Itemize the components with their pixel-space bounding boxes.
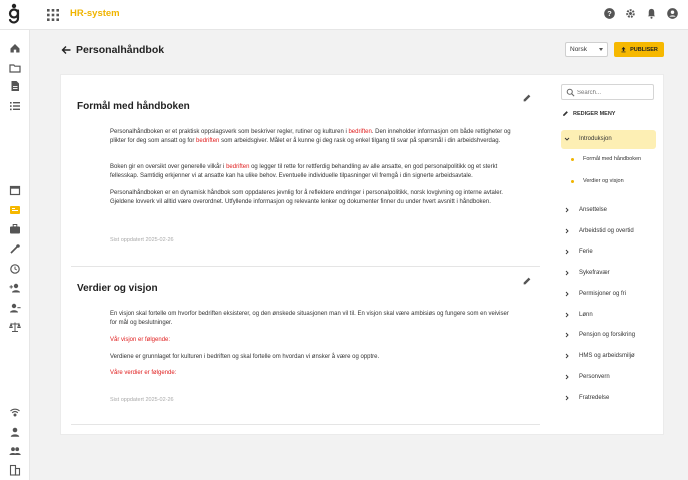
section-paragraph (110, 128, 516, 145)
nav-item[interactable] (561, 326, 656, 345)
search-icon (566, 88, 575, 97)
paragraph-text: som arbeidsgiver. Målet er å kunne gi deg rask og enkel tilgang til svar på spørsmål i din arbeidshverdag. (219, 137, 501, 144)
nav-item-label: Ansettelse (579, 207, 608, 213)
account-icon[interactable] (667, 8, 678, 19)
highlight-text: bedriften (196, 137, 220, 144)
person-remove-icon[interactable] (9, 302, 21, 314)
paragraph-text: og legger til rette for rettferdig behandling av alle ansatte, en god personalpolitikk og et sterkt fellesskap. Samtidig erkjenner vi at ansatte kan ha ulike behov. Eventuelle individuelle tilpasninger vil fremgå i din signerte arbeidsavtale. (110, 164, 498, 179)
help-icon[interactable] (604, 8, 615, 19)
top-bar (0, 0, 688, 30)
svg-text:?: ? (607, 9, 612, 19)
chevron-right-icon (564, 312, 570, 318)
nav-item[interactable] (561, 222, 656, 241)
nav-item[interactable] (561, 347, 656, 366)
list-icon[interactable] (9, 100, 21, 112)
section-paragraph (110, 163, 516, 180)
paragraph-text: En visjon skal fortelle om hvorfor bedriften eksisterer, og den ønskede situasjonen man vil til. En visjon skal være ambisiøs og fungere som en veiviser for mål og beslutninger. (110, 311, 509, 326)
nav-item-label: HMS og arbeidsmiljø (579, 353, 635, 360)
app-title: HR-system (70, 8, 120, 19)
person-add-icon[interactable] (9, 282, 21, 294)
nav-subitem[interactable] (561, 153, 656, 168)
section-paragraph (110, 189, 516, 206)
nav-subitem[interactable] (561, 175, 656, 190)
person-icon[interactable] (9, 426, 21, 438)
nav-item-label: Fratredelse (579, 395, 610, 402)
folder-icon[interactable] (9, 62, 21, 74)
tools-icon[interactable] (9, 243, 21, 255)
edit-icon[interactable] (522, 276, 532, 286)
left-rail (0, 30, 30, 480)
wifi-icon[interactable] (9, 406, 21, 418)
handbook-icon[interactable] (9, 204, 21, 216)
search-box[interactable] (561, 84, 654, 100)
nav-item-label: Permisjoner og fri (579, 290, 627, 297)
document-icon[interactable] (9, 80, 21, 92)
balance-icon[interactable] (9, 321, 21, 333)
nav-item[interactable] (561, 201, 656, 220)
highlight-text: Vår visjon er følgende: (110, 337, 171, 343)
nav-item-label: Ferie (579, 248, 593, 255)
highlight-text: Våre verdier er følgende: (110, 370, 177, 376)
nav-item-label: Lønn (579, 311, 593, 318)
highlight-text: bedriften (348, 129, 372, 135)
nav-subitem-label: Verdier og visjon (583, 178, 624, 184)
handbook-content (61, 75, 545, 434)
chevron-right-icon (564, 270, 570, 276)
section-title: Formål med håndboken (77, 101, 190, 112)
nav-item[interactable] (561, 285, 656, 304)
apps-grid-icon[interactable] (47, 9, 59, 21)
section-paragraph (110, 310, 516, 327)
calendar-icon[interactable] (9, 184, 21, 196)
settings-icon[interactable] (625, 8, 636, 19)
publish-button[interactable] (614, 42, 664, 57)
nav-subitem-label: Formål med håndboken (583, 156, 642, 162)
paragraph-text: . Den inneholder informasjon om både rettigheter og plikter for deg som ansatt og for (110, 129, 511, 144)
nav-item-label: Pensjon og forsikring (579, 332, 636, 339)
chevron-right-icon (564, 207, 570, 213)
bell-icon[interactable] (646, 8, 657, 19)
chevron-right-icon (564, 249, 570, 255)
back-arrow-icon[interactable] (60, 44, 72, 56)
history-icon[interactable] (9, 263, 21, 275)
chevron-right-icon (564, 353, 570, 359)
language-select-value: Norsk (570, 46, 587, 53)
home-icon[interactable] (9, 42, 21, 54)
edit-menu-button[interactable] (562, 110, 615, 117)
chevron-right-icon (564, 395, 570, 401)
section-divider (71, 424, 540, 425)
search-input[interactable] (577, 87, 651, 98)
bullet-icon (571, 180, 574, 183)
paragraph-text: Boken gir en oversikt over generelle vilkår i (110, 164, 227, 170)
nav-item[interactable] (561, 368, 656, 387)
paragraph-text: Personalhåndboken er et praktisk oppslagsverk som beskriver regler, rutiner og kulturen i (110, 129, 349, 135)
chevron-down-icon (564, 136, 570, 142)
people-icon[interactable] (9, 445, 21, 457)
nav-item[interactable] (561, 389, 656, 408)
nav-item-label: Sykefravær (579, 269, 610, 276)
edit-icon[interactable] (522, 93, 532, 103)
chevron-right-icon (564, 374, 570, 380)
section-values (71, 267, 540, 425)
page-title: Personalhåndbok (76, 44, 165, 56)
chevron-right-icon (564, 332, 570, 338)
nav-item[interactable] (561, 306, 656, 325)
chevron-right-icon (564, 291, 570, 297)
highlight-text: bedriften (226, 164, 250, 170)
bullet-icon (571, 158, 574, 161)
nav-item-label: Personvern (579, 374, 610, 381)
publish-button-label: PUBLISER (630, 46, 658, 53)
table-of-contents (557, 75, 665, 434)
nav-item-label: Introduksjon (579, 136, 612, 142)
nav-item-introduksjon[interactable] (561, 130, 656, 149)
nav-item-label: Arbeidstid og overtid (579, 227, 634, 234)
edit-icon (562, 110, 569, 117)
section-paragraph (110, 353, 516, 362)
nav-item[interactable] (561, 264, 656, 283)
handbook-card (60, 74, 664, 435)
chevron-down-icon (599, 48, 603, 51)
section-purpose (71, 75, 540, 267)
section-title: Verdier og visjon (77, 283, 158, 294)
language-select[interactable] (565, 42, 608, 57)
briefcase-icon[interactable] (9, 223, 21, 235)
nav-item[interactable] (561, 243, 656, 262)
last-updated: Sist oppdatert 2025-02-26 (110, 397, 174, 403)
edit-menu-label: REDIGER MENY (573, 110, 616, 117)
paragraph-text: Verdiene er grunnlaget for kulturen i bedriften og skal fortelle om hvordan vi ønsker å være og opptre. (110, 354, 380, 360)
upload-icon (620, 46, 627, 53)
last-updated: Sist oppdatert 2025-02-26 (110, 237, 174, 243)
logo-icon[interactable] (7, 3, 21, 25)
section-paragraph (110, 369, 516, 378)
section-paragraph (110, 336, 516, 345)
chevron-right-icon (564, 228, 570, 234)
paragraph-text: Personalhåndboken er en dynamisk håndbok som oppdateres jevnlig for å reflektere endringer i personalpolitikk, norsk lovgivning og interne avtaler. Gjeldene lovverk vil alltid være overordnet. Utfyllende informasjon og relevante lenker og dokumenter finner du under hvert avsnitt i håndboken. (110, 190, 503, 205)
top-icons (604, 8, 678, 19)
building-icon[interactable] (9, 464, 21, 476)
